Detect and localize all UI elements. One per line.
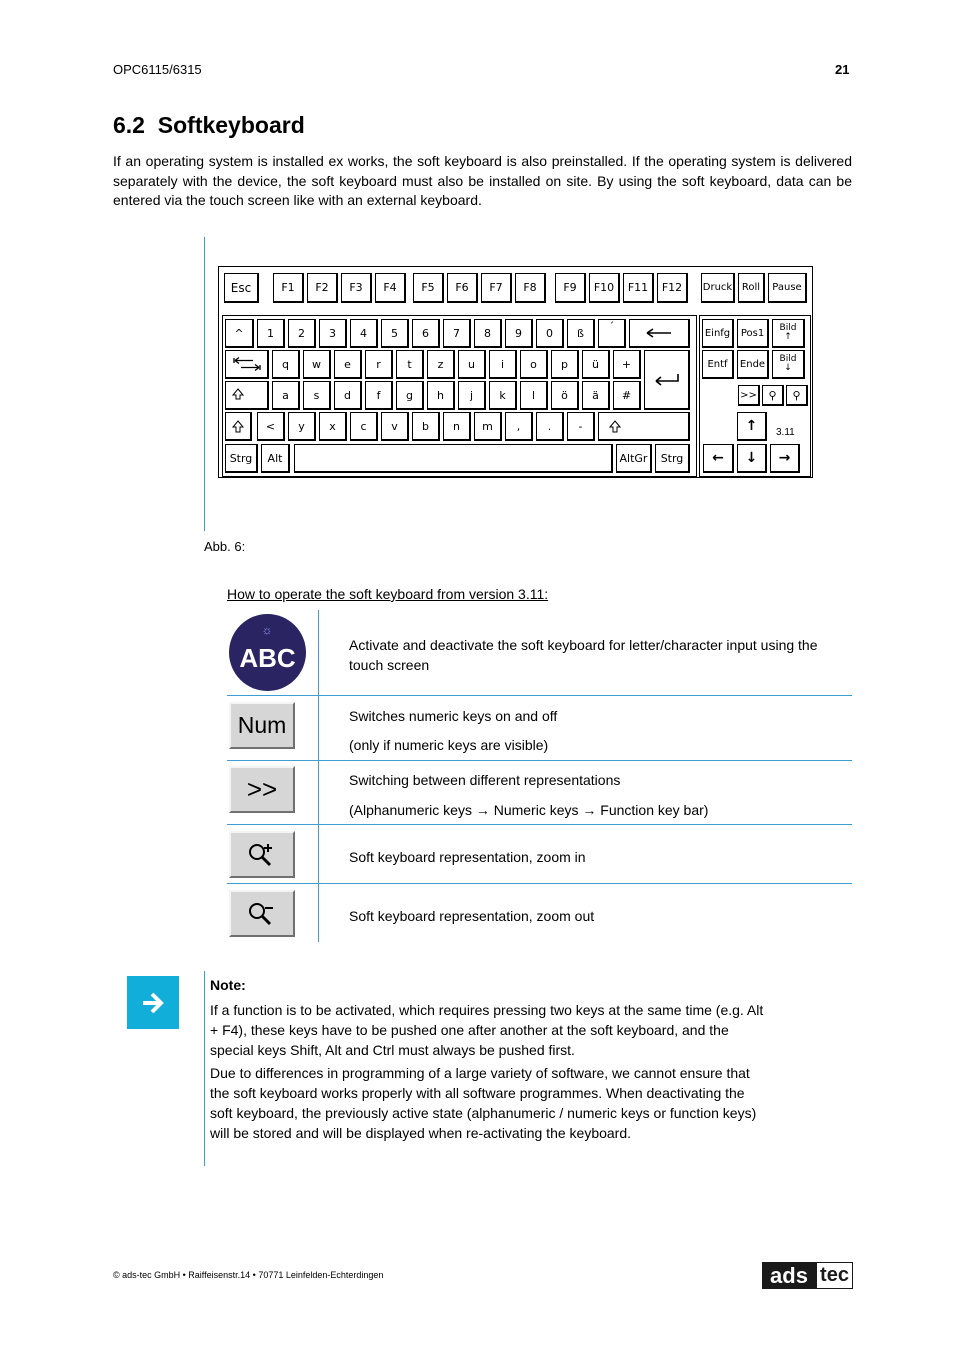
key-druck: Druck — [701, 273, 735, 303]
key-plus: + — [613, 350, 641, 379]
key-f2: F2 — [307, 273, 338, 303]
shift-right-key — [598, 412, 690, 441]
key-oe: ö — [551, 381, 579, 410]
key-j: j — [458, 381, 486, 410]
key-f6: F6 — [447, 273, 478, 303]
table-row-separator — [227, 760, 852, 761]
row-3-text-secondary: (Alphanumeric keys → Numeric keys → Function key bar) — [349, 802, 709, 818]
logo-tec: tec — [816, 1262, 853, 1289]
key-page-up — [772, 319, 805, 348]
tab-arrows-icon — [233, 356, 261, 372]
key-z: z — [427, 350, 455, 379]
key-q: q — [272, 350, 300, 379]
key-7: 7 — [443, 319, 471, 348]
key-pause: Pause — [768, 273, 807, 303]
abc-label: ABC — [239, 643, 296, 673]
section-title — [113, 112, 305, 139]
key-f: f — [365, 381, 393, 410]
footer-address: © ads-tec GmbH • Raiffeisenstr.14 • 70771 Leinfelden-Echterdingen — [113, 1270, 384, 1280]
key-g: g — [396, 381, 424, 410]
capslock-key — [225, 381, 269, 410]
key-0: 0 — [536, 319, 564, 348]
magnifier-minus-icon — [246, 900, 278, 928]
key-a: a — [272, 381, 300, 410]
key-period: . — [536, 412, 564, 441]
num-label: Num — [237, 712, 287, 738]
key-6: 6 — [412, 319, 440, 348]
key-ue: ü — [582, 350, 610, 379]
key-3: 3 — [319, 319, 347, 348]
note-bar — [204, 971, 205, 1166]
section-number: 6.2 — [113, 112, 145, 138]
key-x: x — [319, 412, 347, 441]
key-page-down — [772, 350, 805, 379]
key-switch-representation: >> — [738, 385, 760, 406]
capslock-icon — [232, 388, 244, 402]
key-zoom-in — [762, 385, 784, 406]
down-arrow-icon: ↓ — [784, 363, 792, 373]
key-i: i — [489, 350, 517, 379]
section-title-text: Softkeyboard — [157, 112, 305, 138]
table-row-separator — [227, 883, 852, 884]
key-f8: F8 — [515, 273, 546, 303]
arrow-down-icon: ↓ — [745, 450, 758, 466]
version-label: 3.11 — [776, 427, 795, 438]
table-row-separator — [227, 695, 852, 696]
zoom-out-icon — [229, 890, 295, 937]
key-sz: ß — [567, 319, 595, 348]
key-w: w — [303, 350, 331, 379]
key-hash: # — [613, 381, 641, 410]
key-c: c — [350, 412, 378, 441]
key-f3: F3 — [341, 273, 372, 303]
key-h: h — [427, 381, 455, 410]
key-less: < — [257, 412, 285, 441]
key-f11: F11 — [623, 273, 654, 303]
page-number: 21 — [835, 62, 850, 77]
key-zoom-out — [786, 385, 808, 406]
key-f12: F12 — [657, 273, 688, 303]
key-r: r — [365, 350, 393, 379]
key-page-up-label: Bild — [779, 323, 797, 333]
space-key — [294, 444, 613, 473]
note-paragraph-2: Due to differences in programming of a large variety of software, we cannot ensure that the soft keyboard works properly with all software programmes. When deactivating the soft keyboard, the previously active state (alphanumeric / numeric keys or function keys) will be stored and will be displayed when re-activating the keyboard. — [210, 1065, 757, 1141]
key-f10: F10 — [589, 273, 620, 303]
key-f9: F9 — [555, 273, 586, 303]
note-marker — [127, 976, 179, 1029]
table-row-separator — [227, 824, 852, 825]
key-insert: Einfg — [702, 319, 734, 348]
key-y: y — [288, 412, 316, 441]
key-altgr: AltGr — [616, 444, 652, 473]
row-1-text: Activate and deactivate the soft keyboard for letter/character input using the touch screen — [349, 637, 818, 673]
arrow-left-key — [703, 444, 734, 473]
shift-icon — [609, 420, 621, 433]
arrow-up-key — [737, 412, 767, 441]
tab-key — [225, 350, 269, 379]
key-page-down-label: Bild — [779, 354, 797, 364]
key-f5: F5 — [413, 273, 444, 303]
zoom-out-icon: ⚲ — [792, 388, 801, 402]
logo-ads: ads — [762, 1262, 816, 1289]
key-minus: - — [567, 412, 595, 441]
row-4-text: Soft keyboard representation, zoom in — [349, 849, 586, 865]
ads-tec-logo — [762, 1262, 853, 1289]
arrow-left-icon: ← — [712, 450, 724, 466]
key-s: s — [303, 381, 331, 410]
abc-keyboard-icon — [229, 614, 306, 691]
note-heading: Note: — [210, 977, 246, 993]
table-column-divider — [318, 610, 319, 942]
zoom-in-icon — [229, 831, 295, 878]
row-5-text: Soft keyboard representation, zoom out — [349, 908, 595, 924]
switch-label: >> — [246, 774, 278, 804]
key-e: e — [334, 350, 362, 379]
arrow-up-icon: ↑ — [745, 418, 758, 434]
key-ae: ä — [582, 381, 610, 410]
figure-bar — [204, 237, 205, 531]
magnifier-plus-icon — [246, 841, 278, 869]
key-k: k — [489, 381, 517, 410]
backspace-key — [629, 319, 690, 348]
key-esc: Esc — [224, 273, 259, 303]
shift-left-key — [225, 412, 252, 441]
row-2-text-secondary: (only if numeric keys are visible) — [349, 737, 549, 753]
key-ctrl-right: Strg — [655, 444, 690, 473]
intro-paragraph: If an operating system is installed ex works, the soft keyboard is also preinstalled. If the operating system is delivered separately with the device, the soft keyboard must also be installed on site. By using the soft keyboard, data can be entered via the touch screen like with an external keyboard. — [113, 153, 852, 208]
key-o: o — [520, 350, 548, 379]
key-v: v — [381, 412, 409, 441]
enter-arrow-icon — [654, 373, 680, 387]
key-l: l — [520, 381, 548, 410]
num-button-icon — [229, 702, 295, 749]
key-home: Pos1 — [737, 319, 769, 348]
key-b: b — [412, 412, 440, 441]
key-comma: , — [505, 412, 533, 441]
key-end: Ende — [737, 350, 769, 379]
key-ctrl-left: Strg — [225, 444, 258, 473]
shift-icon — [232, 420, 244, 433]
arrow-right-key — [770, 444, 800, 473]
key-t: t — [396, 350, 424, 379]
figure-caption: Abb. 6: — [204, 539, 246, 554]
sun-icon: ☼ — [261, 623, 273, 637]
key-5: 5 — [381, 319, 409, 348]
backspace-arrow-icon — [646, 328, 672, 338]
row-2-text: Switches numeric keys on and off — [349, 708, 558, 724]
softkeyboard-figure — [218, 266, 813, 478]
key-acute: ´ — [598, 319, 626, 348]
up-arrow-icon: ↑ — [784, 332, 792, 342]
key-f4: F4 — [375, 273, 406, 303]
key-roll: Roll — [738, 273, 765, 303]
key-delete: Entf — [702, 350, 734, 379]
key-f1: F1 — [273, 273, 304, 303]
switch-representation-icon — [229, 766, 295, 813]
row-3-text: Switching between different representations — [349, 772, 621, 788]
enter-key — [644, 350, 690, 410]
note-paragraph-1: If a function is to be activated, which requires pressing two keys at the same time (e.g. Alt + F4), these keys have to be pushed one after another at the soft keyboard, and the special keys Shift, Alt and Ctrl must always be pushed first. — [210, 1002, 764, 1058]
arrow-down-key — [737, 444, 767, 473]
arrow-right-icon: → — [778, 450, 791, 466]
key-p: p — [551, 350, 579, 379]
key-u: u — [458, 350, 486, 379]
document-model: OPC6115/6315 — [113, 62, 202, 77]
key-9: 9 — [505, 319, 533, 348]
key-4: 4 — [350, 319, 378, 348]
howto-title: How to operate the soft keyboard from version 3.11: — [227, 586, 549, 602]
key-f7: F7 — [481, 273, 512, 303]
arrow-right-icon — [141, 992, 165, 1014]
key-m: m — [474, 412, 502, 441]
key-1: 1 — [257, 319, 285, 348]
key-caret: ^ — [225, 319, 254, 348]
key-alt: Alt — [261, 444, 290, 473]
key-n: n — [443, 412, 471, 441]
key-2: 2 — [288, 319, 316, 348]
key-8: 8 — [474, 319, 502, 348]
key-d: d — [334, 381, 362, 410]
zoom-in-icon: ⚲ — [768, 388, 777, 402]
